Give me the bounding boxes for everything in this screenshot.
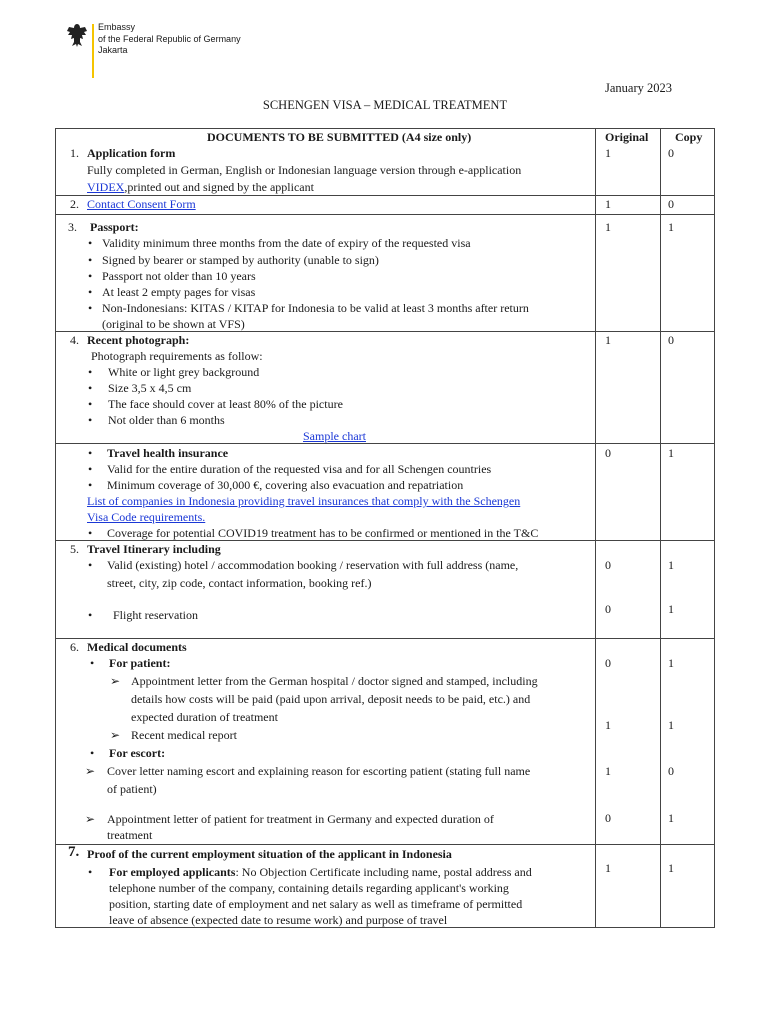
bullet-text: : No Objection Certificate including name, postal address and: [235, 865, 532, 879]
bullet-icon: •: [88, 397, 93, 411]
bullet-text: Coverage for potential COVID19 treatment has to be confirmed or mentioned in the T&C: [107, 526, 539, 540]
copy-count: 1: [668, 446, 674, 460]
bullet-icon: •: [88, 478, 93, 492]
item-heading: Application form: [87, 146, 176, 160]
bullet-text: expected duration of treatment: [131, 710, 278, 724]
bullet-text: of patient): [107, 782, 157, 796]
insurance-companies-link[interactable]: Visa Code requirements.: [87, 510, 206, 524]
original-count: 1: [605, 333, 611, 347]
original-count: 0: [605, 446, 611, 460]
column-header-copy: Copy: [675, 130, 703, 144]
bullet-text: leave of absence (expected date to resume work) and purpose of travel: [109, 913, 448, 927]
insurance-companies-link[interactable]: List of companies in Indonesia providing travel insurances that comply with the Schengen: [87, 494, 521, 508]
original-count: 0: [605, 602, 611, 616]
item-text: [87, 180, 314, 195]
bullet-text: Non-Indonesians: KITAS / KITAP for Indonesia to be valid at least 3 months after return: [102, 301, 529, 315]
item-number: 6.: [70, 640, 79, 654]
bullet-text: Valid for the entire duration of the requested visa and for all Schengen countries: [107, 462, 492, 476]
bullet-icon: •: [88, 285, 93, 299]
item-heading: Travel health insurance: [107, 446, 229, 460]
arrow-bullet-icon: ➢: [85, 764, 96, 778]
arrow-bullet-icon: ➢: [110, 728, 121, 742]
bullet-icon: •: [88, 608, 93, 622]
column-header-original: Original: [605, 130, 649, 144]
bullet-text: White or light grey background: [108, 365, 260, 379]
arrow-bullet-icon: ➢: [85, 812, 96, 826]
bullet-icon: •: [88, 365, 93, 379]
bullet-text: Flight reservation: [113, 608, 198, 622]
bullet-text: position, starting date of employment and net salary as well as timeframe of permitted: [109, 897, 523, 911]
bullet-text: Appointment letter from the German hospital / doctor signed and stamped, including: [131, 674, 538, 688]
bullet-text: [109, 865, 532, 880]
original-count: 1: [605, 718, 611, 732]
arrow-bullet-icon: ➢: [110, 674, 121, 688]
original-count: 1: [605, 861, 611, 875]
bullet-text: details how costs will be paid (paid upon arrival, deposit needs to be paid, etc.) and: [131, 692, 531, 706]
original-count: 1: [605, 220, 611, 234]
employed-label: For employed applicants: [109, 865, 236, 879]
document-date: January 2023: [605, 81, 672, 95]
item-heading: Recent photograph:: [87, 333, 190, 347]
contact-consent-form-link[interactable]: Contact Consent Form: [87, 197, 196, 211]
bullet-icon: •: [88, 526, 93, 540]
bullet-icon: •: [88, 301, 93, 315]
bullet-text: (original to be shown at VFS): [102, 317, 245, 331]
bullet-icon: •: [88, 446, 93, 460]
item-heading: Travel Itinerary including: [87, 542, 221, 556]
copy-count: 1: [668, 602, 674, 616]
bullet-text: Appointment letter of patient for treatment in Germany and expected duration of: [107, 812, 494, 826]
bullet-text: treatment: [107, 828, 153, 842]
copy-count: 1: [668, 861, 674, 875]
item-heading: Proof of the current employment situation of the applicant in Indonesia: [87, 847, 452, 861]
item-text: Photograph requirements as follow:: [91, 349, 263, 363]
item-number: 5.: [70, 542, 79, 556]
table-cell: [595, 844, 661, 928]
copy-count: 1: [668, 718, 674, 732]
bullet-text: Valid (existing) hotel / accommodation booking / reservation with full address (name,: [107, 558, 519, 572]
original-count: 0: [605, 656, 611, 670]
copy-count: 1: [668, 558, 674, 572]
item-number: 4.: [70, 333, 79, 347]
bullet-icon: •: [90, 746, 95, 760]
bullet-icon: •: [90, 656, 95, 670]
bullet-text: Not older than 6 months: [108, 413, 225, 427]
letterhead-line: of the Federal Republic of Germany: [98, 33, 241, 44]
original-count: 0: [605, 558, 611, 572]
bullet-text: Validity minimum three months from the date of expiry of the requested visa: [102, 236, 471, 250]
sample-chart-link[interactable]: Sample chart: [303, 429, 366, 443]
item-number: 3.: [68, 220, 77, 234]
bullet-icon: •: [88, 865, 93, 879]
bullet-icon: •: [88, 253, 93, 267]
item-heading: Medical documents: [87, 640, 187, 654]
letterhead-line: Embassy: [98, 22, 136, 32]
item-heading: Passport:: [90, 220, 139, 234]
column-header-documents: DOCUMENTS TO BE SUBMITTED (A4 size only): [207, 130, 472, 144]
copy-count: 1: [668, 811, 674, 825]
original-count: 1: [605, 197, 611, 211]
page-title: SCHENGEN VISA – MEDICAL TREATMENT: [262, 98, 508, 112]
copy-count: 1: [668, 656, 674, 670]
bullet-text: Recent medical report: [131, 728, 237, 742]
bullet-text: The face should cover at least 80% of the picture: [108, 397, 343, 411]
letterhead-bar: [92, 24, 94, 78]
original-count: 0: [605, 811, 611, 825]
copy-count: 0: [668, 197, 674, 211]
item-number: 2.: [70, 197, 79, 211]
videx-link[interactable]: VIDEX: [87, 180, 125, 194]
copy-count: 0: [668, 146, 674, 160]
copy-count: 0: [668, 764, 674, 778]
letterhead-line: Jakarta: [98, 45, 128, 55]
item-text: ,printed out and signed by the applicant: [124, 180, 314, 194]
bullet-icon: •: [88, 413, 93, 427]
bullet-text: Size 3,5 x 4,5 cm: [108, 381, 192, 395]
item-text: Fully completed in German, English or Indonesian language version through e-application: [87, 163, 522, 177]
letterhead: [98, 22, 241, 57]
federal-eagle-icon: [66, 22, 88, 48]
original-count: 1: [605, 764, 611, 778]
table-cell: [595, 540, 661, 639]
copy-count: 0: [668, 333, 674, 347]
bullet-text: Minimum coverage of 30,000 €, covering also evacuation and repatriation: [107, 478, 464, 492]
bullet-icon: •: [88, 558, 93, 572]
bullet-text: At least 2 empty pages for visas: [102, 285, 256, 299]
bullet-text: Signed by bearer or stamped by authority (unable to sign): [102, 253, 379, 267]
table-cell: [660, 844, 715, 928]
bullet-icon: •: [88, 236, 93, 250]
bullet-text: street, city, zip code, contact information, booking ref.): [107, 576, 372, 590]
original-count: 1: [605, 146, 611, 160]
table-cell: [660, 540, 715, 639]
bullet-text: Cover letter naming escort and explaining reason for escorting patient (stating full name: [107, 764, 531, 778]
item-number: 7.: [68, 844, 80, 860]
copy-count: 1: [668, 220, 674, 234]
sub-heading: For escort:: [109, 746, 166, 760]
bullet-text: Passport not older than 10 years: [102, 269, 256, 283]
bullet-text: telephone number of the company, containing details regarding applicant's working: [109, 881, 509, 895]
bullet-icon: •: [88, 269, 93, 283]
sub-heading: For patient:: [109, 656, 171, 670]
item-number: 1.: [70, 146, 79, 160]
bullet-icon: •: [88, 462, 93, 476]
bullet-icon: •: [88, 381, 93, 395]
